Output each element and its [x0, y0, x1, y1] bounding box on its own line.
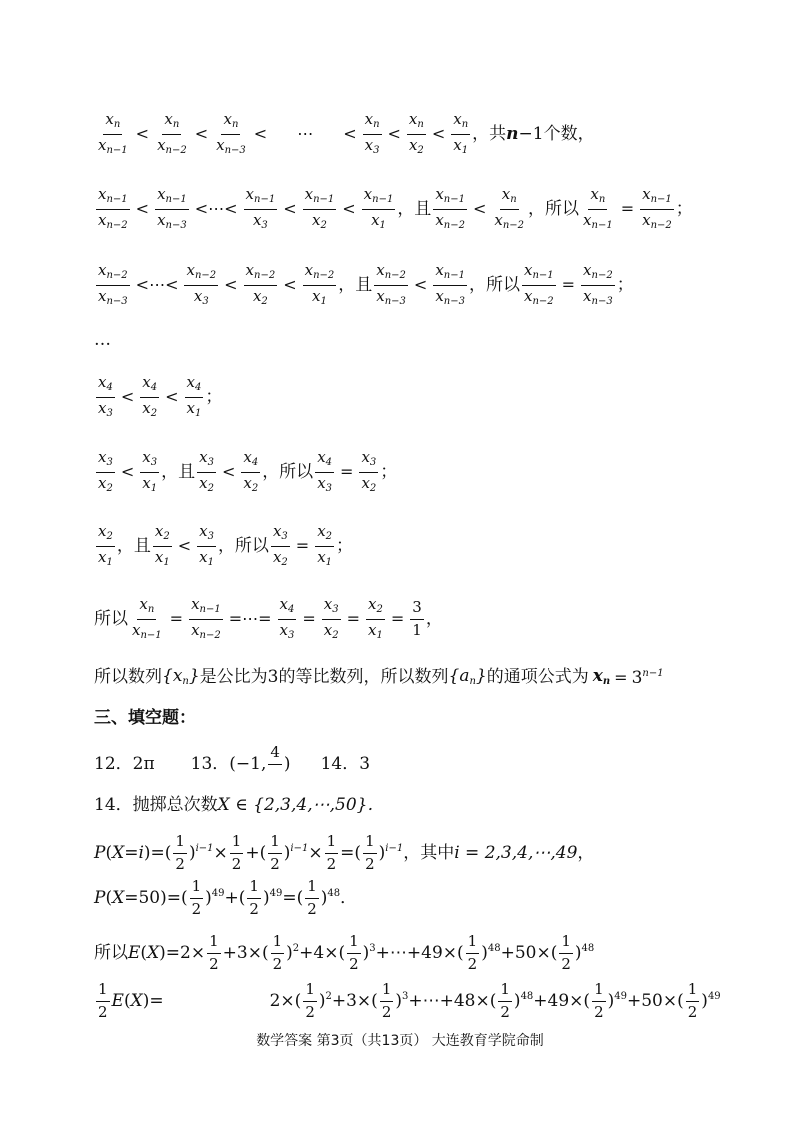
section-heading: 三、填空题：: [94, 708, 196, 728]
solution-s2-range: i = 2,3,4,⋯,49: [454, 842, 578, 863]
line9-b: 是公比为3的等比数列，所以数列: [199, 667, 449, 687]
answer-13-open: (−1,: [229, 753, 267, 774]
line1-end: −1个数，: [518, 123, 595, 144]
line7-and: ，且: [116, 535, 151, 556]
ellipsis-line: [94, 332, 111, 349]
answer-13-close: ): [283, 753, 291, 774]
solution-s1-set: X ∈ {2,3,4,⋯,50}．: [217, 795, 385, 815]
expectation-line-1: 所以 E ( X )=2× $\frac{1}{2}$ +3×( $\frac{1}{2}$ )$^2$+4×( $\frac{1}{2}$ )$^3$+⋯+49×( $\frac{1}{2}$ )$^{48}$+50×( $\frac{1}{2}$ )$^{48}$: [94, 932, 595, 973]
inequality-chain-line-6: $\frac{x_3}{x_2}$ < $\frac{x_3}{x_1}$ ，且 $\frac{x_3}{x_2}$ < $\frac{x_4}{x_2}$ ，所以 $\frac{x_4}{x_3}$ = $\frac{x_3}{x_2}$ ；: [98, 448, 398, 494]
solution-s1: 14．抛掷总次数: [94, 795, 218, 815]
solution-s2-tail: ，其中: [403, 842, 455, 863]
answer-13-label: 13．: [190, 753, 230, 774]
line9-c: 的通项公式为: [486, 667, 589, 687]
answer-12: 12．2π: [94, 753, 155, 774]
inequality-chain-line-2: $\frac{x_{n-1}}{x_{n-2}}$ < $\frac{x_{n-1}}{x_{n-3}}$ <⋯< $\frac{x_{n-1}}{x_3}$ < $\frac{x_{n-1}}{x_2}$ < $\frac{x_{n-1}}{x_1}$ ，且 $\frac{x_{n-1}}{x_{n-2}}$ < $\frac{x_n}{x_{n-2}}$ ，所以 $\frac{x_n}{x_{n-1}}$ = $\frac{x_{n-1}}{x_{n-2}}$ ；: [98, 185, 693, 231]
probability-line-1: P ( X = i )=( $\frac{1}{2}$ )$^{i-1}$× $\frac{1}{2}$ +( $\frac{1}{2}$ )$^{i-1}$× $\frac{1}{2}$ =( $\frac{1}{2}$ )$^{i-1}$ ，其中 i = 2,3,4,⋯,49 ，: [94, 832, 595, 873]
solution-s2-end: ，: [577, 842, 595, 863]
solution-14-intro: [94, 797, 384, 814]
vertical-ellipsis: …: [94, 330, 111, 350]
expectation-line-2: $\frac{1}{2}$ E ( X )= 2×( $\frac{1}{2}$ )$^2$+3×( $\frac{1}{2}$ )$^3$+⋯+48×( $\frac{1}{2}$ )$^{48}$+49×( $\frac{1}{2}$ )$^{49}$+50×( $\frac{1}{2}$ )$^{49}$: [98, 980, 721, 1021]
line2-and: ，且: [397, 198, 432, 219]
ratio-equality-line: 所以 $\frac{x_n}{x_{n-1}}$ = $\frac{x_{n-1}}{x_{n-2}}$ =⋯= $\frac{x_4}{x_3}$ = $\frac{x_3}{x_2}$ = $\frac{x_2}{x_1}$ = $\frac{3}{1}$ ，: [94, 595, 443, 641]
inequality-chain-line-3: $\frac{x_{n-2}}{x_{n-3}}$ <⋯< $\frac{x_{n-2}}{x_3}$ < $\frac{x_{n-2}}{x_2}$ < $\frac{x_{n-2}}{x_1}$ ，且 $\frac{x_{n-2}}{x_{n-3}}$ < $\frac{x_{n-1}}{x_{n-3}}$ ，所以 $\frac{x_{n-1}}{x_{n-2}}$ = $\frac{x_{n-2}}{x_{n-3}}$ ；: [98, 261, 634, 307]
line8-so: 所以: [94, 608, 128, 629]
probability-line-2: P ( X =50)=( $\frac{1}{2}$ )$^{49}$+( $\frac{1}{2}$ )$^{49}$=( $\frac{1}{2}$ )$^{48}$．: [94, 877, 358, 918]
answer-14: 14．3: [320, 753, 371, 774]
line6-so: ，所以: [262, 461, 314, 482]
inequality-chain-line-7: $\frac{x_2}{x_1}$ ，且 $\frac{x_2}{x_1}$ < $\frac{x_3}{x_1}$ ，所以 $\frac{x_3}{x_2}$ = $\frac{x_2}{x_1}$ ；: [98, 522, 354, 568]
answers-line: 12．2π 13． (−1, 4 ) 14．3: [94, 743, 371, 774]
line9-a: 所以数列: [94, 667, 162, 687]
inequality-chain-line-5: $\frac{x_4}{x_3}$ < $\frac{x_4}{x_2}$ < $\frac{x_4}{x_1}$ ；: [98, 373, 223, 419]
line1-tail: ，共: [472, 123, 507, 144]
line7-so: ，所以: [217, 535, 269, 556]
line1-count: n: [506, 123, 519, 144]
line2-so: ，所以: [528, 198, 580, 219]
inequality-chain-line-1: $\frac{x_n}{x_{n-1}}$ < $\frac{x_n}{x_{n-2}}$ < $\frac{x_n}{x_{n-3}}$ < ⋯ < $\frac{x_n}{x_3}$ < $\frac{x_n}{x_2}$ < $\frac{x_n}{x_1}$ ，共 n −1个数，: [98, 110, 595, 156]
solution-s4-so: 所以: [94, 942, 128, 963]
line3-and: ，且: [338, 274, 373, 295]
conclusion-line: 所以数列 $\{x_n\}$ 是公比为3的等比数列，所以数列 $\{a_n\}$ 的通项公式为 $x_n$ = $3^{n-1}$: [94, 666, 664, 688]
page-footer: 数学答案 第3页（共13页） 大连教育学院命制: [256, 1033, 544, 1049]
line6-and: ，且: [161, 461, 196, 482]
line3-so: ，所以: [468, 274, 520, 295]
